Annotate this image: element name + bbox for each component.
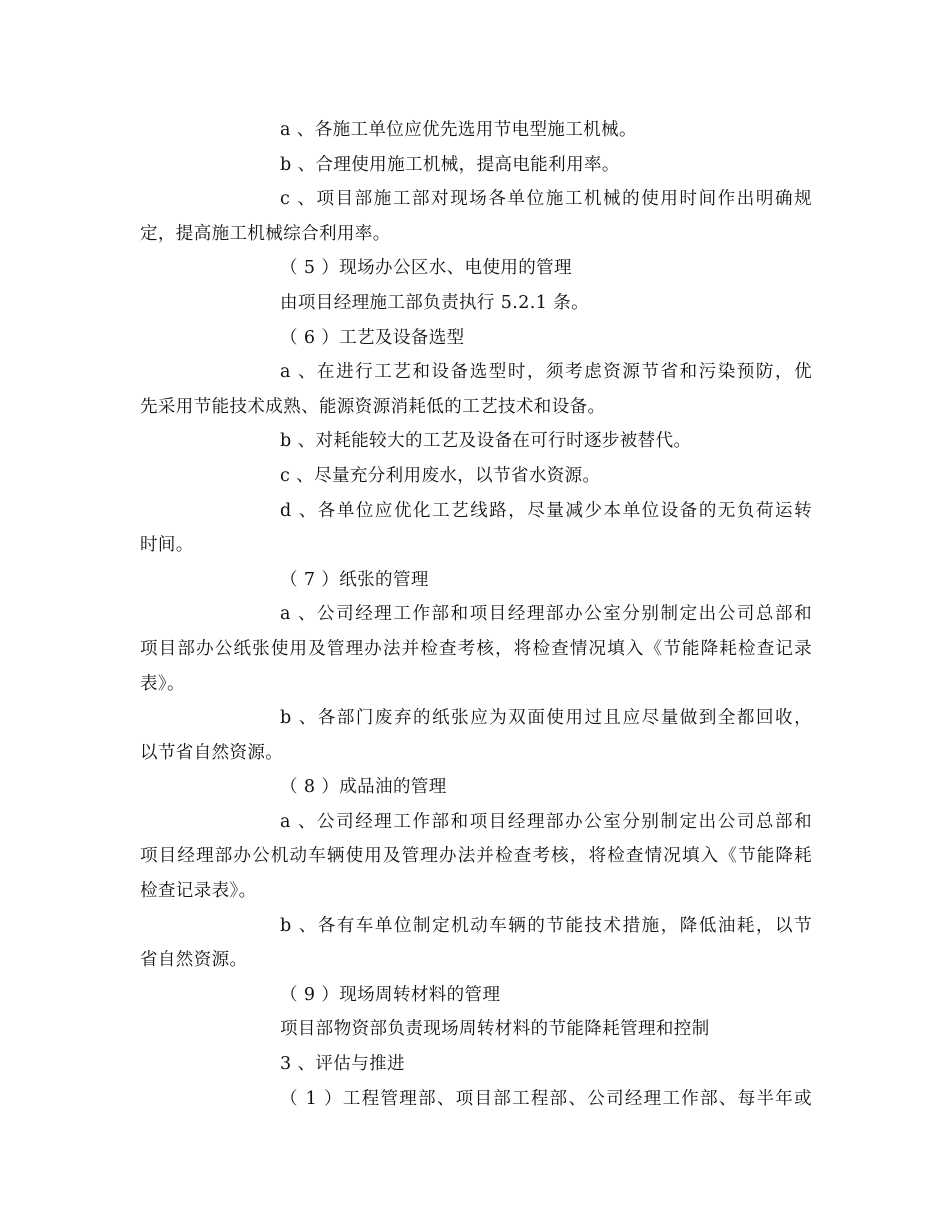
text-line: a 、公司经理工作部和项目经理部办公室分别制定出公司总部和 [280,811,812,832]
text-line: 项目部物资部负责现场周转材料的节能降耗管理和控制 [280,1019,710,1040]
section-heading: 3 、评估与推进 [280,1054,405,1075]
text-line: b 、合理使用施工机械，提高电能利用率。 [280,154,620,175]
text-line: 先采用节能技术成熟、能源资源消耗低的工艺技术和设备。 [140,396,606,417]
text-line: 由项目经理施工部负责执行 5.2.1 条。 [280,292,590,313]
text-line: b 、对耗能较大的工艺及设备在可行时逐步被替代。 [280,431,692,452]
text-line: b 、各有车单位制定机动车辆的节能技术措施，降低油耗，以节 [280,915,812,936]
text-line: a 、公司经理工作部和项目经理部办公室分别制定出公司总部和 [280,604,812,625]
text-line: （ 1 ）工程管理部、项目部工程部、公司经理工作部、每半年或 [280,1088,812,1109]
text-line: c 、尽量充分利用废水，以节省水资源。 [280,465,601,486]
document-body [140,113,812,1116]
text-line: 表》。 [140,673,185,694]
section-heading: （ 7 ）纸张的管理 [280,569,429,590]
text-line: b 、各部门废弃的纸张应为双面使用过且应尽量做到全都回收， [280,708,812,729]
text-line: c 、项目部施工部对现场各单位施工机械的使用时间作出明确规 [280,189,812,210]
text-line: 项目部办公纸张使用及管理办法并检查考核，将检查情况填入《节能降耗检查记录 [140,638,812,659]
text-line: 时间。 [140,535,194,556]
section-heading: （ 6 ）工艺及设备选型 [280,327,465,348]
text-line: a 、各施工单位应优先选用节电型施工机械。 [280,120,637,140]
section-heading: （ 5 ）现场办公区水、电使用的管理 [280,258,572,279]
text-line: 定，提高施工机械综合利用率。 [140,223,391,244]
text-line: 项目经理部办公机动车辆使用及管理办法并检查考核，将检查情况填入《节能降耗 [140,846,812,867]
text-line: 检查记录表》。 [140,881,257,902]
text-line: a 、在进行工艺和设备选型时，须考虑资源节省和污染预防，优 [280,362,812,383]
section-heading: （ 9 ）现场周转材料的管理 [280,984,501,1005]
text-line: d 、各单位应优化工艺线路，尽量减少本单位设备的无负荷运转 [280,500,812,521]
text-line: 省自然资源。 [140,950,248,971]
text-line: 以节省自然资源。 [140,742,284,763]
section-heading: （ 8 ）成品油的管理 [280,777,447,798]
